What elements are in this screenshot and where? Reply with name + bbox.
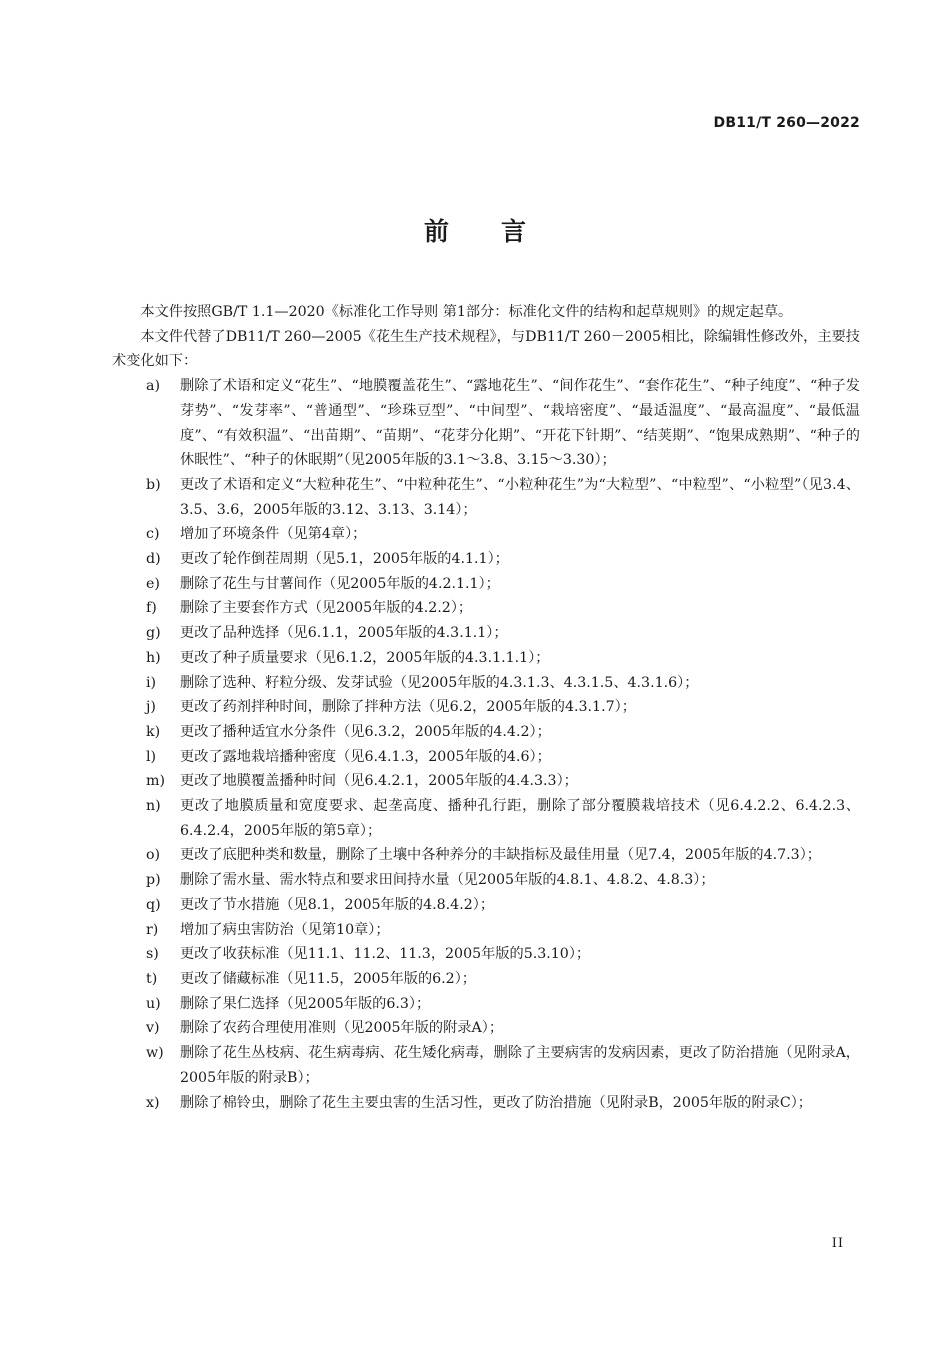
change-item — [112, 473, 860, 522]
change-item-text: 删除了术语和定义“花生”、“地膜覆盖花生”、“露地花生”、“间作花生”、“套作花生”、“种子纯度”、“种子发芽势”、“发芽率”、“普通型”、“珍珠豆型”、“中间型”、“栽培密度”、“最适温度”、“最高温度”、“最低温度”、“有效积温”、“出苗期”、“苗期”、“花芽分化期”、“开花下针期”、“结荚期”、“饱果成熟期”、“种子的休眠性”、“种子的休眠期”（见2005年版的3.1～3.8、3.15～3.30）； — [180, 378, 860, 469]
change-item — [112, 547, 860, 572]
change-item — [112, 868, 860, 893]
change-item — [112, 843, 860, 868]
change-item — [112, 745, 860, 770]
change-item — [112, 967, 860, 992]
change-item — [112, 794, 860, 843]
change-item-label: e) — [146, 575, 160, 592]
change-item — [112, 621, 860, 646]
change-item-label: x) — [146, 1094, 160, 1111]
change-item-text: 删除了选种、籽粒分级、发芽试验（见2005年版的4.3.1.3、4.3.1.5、4.3.1.6）； — [180, 674, 699, 691]
intro-paragraph-replacement: 本文件代替了DB11/T 260—2005《花生生产技术规程》，与DB11/T 260－2005相比，除编辑性修改外，主要技术变化如下： — [112, 328, 860, 370]
technical-changes-list — [112, 374, 860, 1115]
change-item-text: 更改了底肥种类和数量，删除了土壤中各种养分的丰缺指标及最佳用量（见7.4，2005年版的4.7.3）； — [180, 847, 821, 864]
change-item — [112, 1041, 860, 1090]
change-item-label: o) — [146, 847, 161, 864]
change-item-text: 更改了轮作倒茬周期（见5.1，2005年版的4.1.1）； — [180, 551, 509, 568]
change-item-text: 更改了种子质量要求（见6.1.2，2005年版的4.3.1.1.1）； — [180, 649, 550, 666]
change-item-text: 删除了主要套作方式（见2005年版的4.2.2）； — [180, 600, 473, 617]
change-item — [112, 918, 860, 943]
change-item-text: 删除了花生丛枝病、花生病毒病、花生矮化病毒，删除了主要病害的发病因素，更改了防治措施（见附录A，2005年版的附录B）； — [180, 1045, 860, 1086]
change-item-label: g) — [146, 625, 161, 642]
change-item-text: 更改了播种适宜水分条件（见6.3.2，2005年版的4.4.2）； — [180, 723, 551, 740]
change-item-label: a) — [146, 378, 160, 395]
change-item-text: 删除了棉铃虫，删除了花生主要虫害的生活习性，更改了防治措施（见附录B，2005年版的附录C）； — [180, 1094, 812, 1111]
change-item-label: u) — [146, 995, 161, 1012]
change-item-text: 更改了地膜覆盖播种时间（见6.4.2.1，2005年版的4.4.3.3）； — [180, 773, 578, 790]
change-item-text: 增加了环境条件（见第4章）； — [180, 526, 367, 543]
change-item — [112, 671, 860, 696]
change-item-label: t) — [146, 970, 158, 987]
change-item — [112, 596, 860, 621]
change-item-text: 更改了地膜质量和宽度要求、起垄高度、播种孔行距，删除了部分覆膜栽培技术（见6.4.2.2、6.4.2.3、6.4.2.4，2005年版的第5章）； — [180, 798, 860, 839]
change-item-text: 更改了药剂拌种时间，删除了拌种方法（见6.2，2005年版的4.3.1.7）； — [180, 699, 636, 716]
change-item-label: b) — [146, 476, 161, 493]
change-item — [112, 374, 860, 473]
document-body — [112, 300, 860, 1115]
change-item — [112, 720, 860, 745]
change-item — [112, 992, 860, 1017]
change-item-text: 删除了花生与甘薯间作（见2005年版的4.2.1.1）； — [180, 575, 500, 592]
change-item-text: 更改了术语和定义“大粒种花生”、“中粒种花生”、“小粒种花生”为“大粒型”、“中粒型”、“小粒型”（见3.4、3.5、3.6，2005年版的3.12、3.13、3.14）； — [180, 476, 860, 518]
change-item-label: l) — [146, 748, 157, 765]
page-number: II — [831, 1236, 844, 1251]
change-item — [112, 522, 860, 547]
change-item-text: 更改了品种选择（见6.1.1，2005年版的4.3.1.1）； — [180, 625, 508, 642]
change-item-label: n) — [146, 798, 161, 815]
change-item-text: 更改了储藏标准（见11.5，2005年版的6.2）； — [180, 970, 476, 987]
change-item-label: d) — [146, 551, 161, 568]
change-item-label: w) — [146, 1045, 164, 1062]
change-item-label: j) — [146, 699, 156, 716]
change-item-text: 删除了农药合理使用准则（见2005年版的附录A）； — [180, 1020, 504, 1037]
change-item-text: 删除了果仁选择（见2005年版的6.3）； — [180, 995, 431, 1012]
change-item-label: v) — [146, 1020, 160, 1037]
document-code: DB11/T 260—2022 — [713, 115, 860, 131]
change-item — [112, 1091, 860, 1116]
change-item-label: r) — [146, 921, 159, 938]
change-item — [112, 1016, 860, 1041]
change-item-label: m) — [146, 773, 165, 790]
page-title: 前言 — [423, 217, 578, 246]
change-item-text: 更改了节水措施（见8.1，2005年版的4.8.4.2）； — [180, 896, 495, 913]
change-item-label: i) — [146, 674, 157, 691]
change-item-text: 增加了病虫害防治（见第10章）； — [180, 921, 390, 938]
change-item — [112, 572, 860, 597]
intro-paragraph-drafting: 本文件按照GB/T 1.1—2020《标准化工作导则 第1部分：标准化文件的结构和起草规则》的规定起草。 — [140, 304, 793, 320]
change-item-label: q) — [146, 896, 161, 913]
change-item-text: 更改了露地栽培播种密度（见6.4.1.3，2005年版的4.6）； — [180, 748, 551, 765]
change-item-label: f) — [146, 600, 157, 617]
change-item — [112, 695, 860, 720]
change-item — [112, 646, 860, 671]
change-item-label: k) — [146, 723, 161, 740]
change-item — [112, 893, 860, 918]
change-item — [112, 769, 860, 794]
change-item-text: 更改了收获标准（见11.1、11.2、11.3，2005年版的5.3.10）； — [180, 946, 591, 963]
change-item-text: 删除了需水量、需水特点和要求田间持水量（见2005年版的4.8.1、4.8.2、4.8.3）； — [180, 872, 715, 889]
change-item-label: c) — [146, 526, 160, 543]
change-item-label: s) — [146, 946, 159, 963]
change-item-label: p) — [146, 872, 161, 889]
change-item — [112, 942, 860, 967]
change-item-label: h) — [146, 649, 161, 666]
